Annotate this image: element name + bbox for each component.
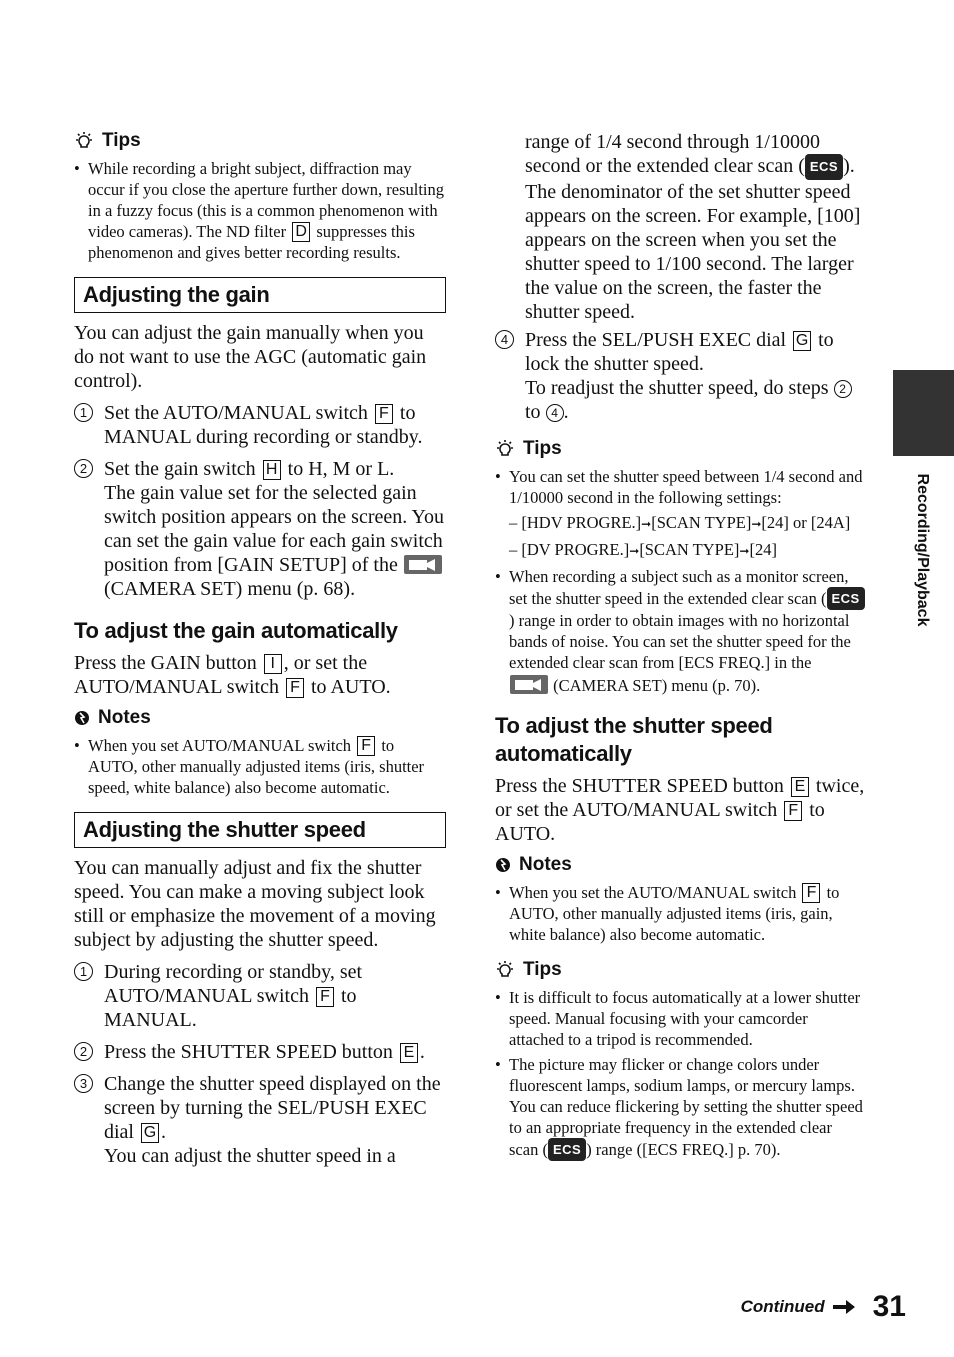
tip-subitem: – [HDV PROGRE.]➞[SCAN TYPE]➞[24] or [24A]	[509, 513, 851, 532]
key-f-icon: F	[316, 987, 334, 1007]
section-heading-shutter: Adjusting the shutter speed	[74, 812, 446, 848]
tip-item: • While recording a bright subject, diffraction may occur if you close the aperture further down, resulting in a fuzzy focus (this is a common phenomenon with video cameras). The ND filter D suppresses this phenomenon and gives better recording results.	[74, 158, 446, 263]
step-2: 2 Set the gain switch H to H, M or L. The gain value set for the selected gain switch position appears on the screen. You can set the gain value for each gain switch position from [GAIN SETUP] of the (CAMERA SET) menu (p. 68).	[74, 457, 446, 601]
arrow-right-icon: ➞	[739, 544, 750, 558]
shutter-intro: You can manually adjust and fix the shutter speed. You can make a moving subject look still or emphasize the movement of a moving subject by adjusting the shutter speed.	[74, 857, 436, 951]
key-f-icon: F	[802, 883, 820, 903]
tip-subitem: – [DV PROGRE.]➞[SCAN TYPE]➞[24]	[509, 540, 777, 559]
step-1: 1 Set the AUTO/MANUAL switch F to MANUAL during recording or standby.	[74, 401, 446, 449]
key-f-icon: F	[784, 801, 802, 821]
ecs-icon: ECS	[805, 154, 843, 180]
key-e-icon: E	[791, 777, 809, 797]
lightbulb-icon	[74, 131, 94, 151]
page-number: 31	[872, 1290, 906, 1323]
step-3-continued: range of 1/4 second through 1/10000 second or the extended clear scan ( ECS ). The denominator of the set shutter speed appears on the screen. For example, [100] appears on the screen when you set the shutter speed to 1/100 second. The larger the value on the screen, the faster the shutter speed.	[525, 131, 861, 323]
notes-icon	[495, 857, 511, 873]
auto-shutter-text: Press the SHUTTER SPEED button E twice, or set the AUTO/MANUAL switch F to AUTO.	[495, 775, 865, 845]
notes-icon	[74, 710, 90, 726]
key-f-icon: F	[286, 678, 304, 698]
camera-set-icon	[403, 553, 443, 575]
ecs-icon: ECS	[827, 587, 865, 610]
arrow-right-icon: ➞	[629, 544, 640, 558]
step-1: 1 During recording or standby, set AUTO/MANUAL switch F to MANUAL.	[74, 960, 446, 1032]
section-label: Recording/Playback	[914, 473, 931, 627]
right-column	[495, 130, 865, 1165]
key-i-icon: I	[264, 654, 282, 674]
auto-gain-text: Press the GAIN button I , or set the AUTO/MANUAL switch F to AUTO.	[74, 652, 391, 698]
step-4: 4 Press the SEL/PUSH EXEC dial G to lock the shutter speed. To readjust the shutter speed, do steps 2 to 4 .	[495, 328, 865, 424]
note-item: • When you set the AUTO/MANUAL switch F to AUTO, other manually adjusted items (iris, gain, white balance) also become automatic.	[495, 882, 865, 945]
continued-label: Continued	[740, 1297, 825, 1316]
step-2: 2 Press the SHUTTER SPEED button E .	[74, 1040, 446, 1064]
page-footer	[741, 1290, 906, 1324]
arrow-right-icon: ➞	[751, 517, 762, 531]
subheading-auto-shutter: To adjust the shutter speed automatically	[495, 713, 773, 766]
tip-item: • You can set the shutter speed between 1/4 second and 1/10000 second in the following settings:	[495, 466, 865, 508]
lightbulb-icon	[495, 960, 515, 980]
tip-item: • It is difficult to focus automatically at a lower shutter speed. Manual focusing with your camcorder attached to a tripod is recommended.	[495, 987, 865, 1050]
tips-heading: Tips	[495, 438, 865, 460]
tips-heading	[74, 130, 446, 152]
key-g-icon: G	[793, 331, 811, 351]
notes-heading: Notes	[495, 854, 865, 876]
section-tab	[893, 370, 954, 456]
notes-heading: Notes	[74, 707, 446, 729]
key-g-icon: G	[141, 1123, 159, 1143]
step-3: 3 Change the shutter speed displayed on the screen by turning the SEL/PUSH EXEC dial G . You can adjust the shutter speed in a	[74, 1072, 446, 1168]
tips-heading: Tips	[495, 959, 865, 981]
note-item: • When you set AUTO/MANUAL switch F to AUTO, other manually adjusted items (iris, shutter speed, white balance) also become automatic.	[74, 735, 446, 798]
tip-item: • The picture may flicker or change colors under fluorescent lamps, sodium lamps, or mercury lamps. You can reduce flickering by setting the shutter speed to an appropriate frequency in the extended clear scan ( ECS ) range ([ECS FREQ.] p. 70).	[495, 1054, 865, 1161]
key-d-icon: D	[292, 222, 310, 242]
ecs-icon: ECS	[548, 1138, 586, 1161]
key-h-icon: H	[263, 460, 281, 480]
camera-set-icon	[509, 673, 549, 695]
tip-item: • When recording a subject such as a monitor screen, set the shutter speed in the extended clear scan ( ECS) range in order to obtain images with no horizontal bands of noise. You can set the shutter speed for the extended clear scan from [ECS FREQ.] in the (CAMERA SET) menu (p. 70).	[495, 566, 865, 696]
key-f-icon: F	[375, 404, 393, 424]
arrow-right-icon: ➞	[641, 517, 652, 531]
key-f-icon: F	[357, 736, 375, 756]
lightbulb-icon	[495, 439, 515, 459]
key-e-icon: E	[400, 1043, 418, 1063]
tips-label: Tips	[102, 130, 141, 151]
gain-intro: You can adjust the gain manually when you do not want to use the AGC (automatic gain control).	[74, 322, 427, 392]
subheading-auto-gain: To adjust the gain automatically	[74, 618, 398, 643]
left-column	[74, 130, 446, 1176]
arrow-right-icon	[833, 1300, 855, 1314]
section-heading-gain: Adjusting the gain	[74, 277, 446, 313]
